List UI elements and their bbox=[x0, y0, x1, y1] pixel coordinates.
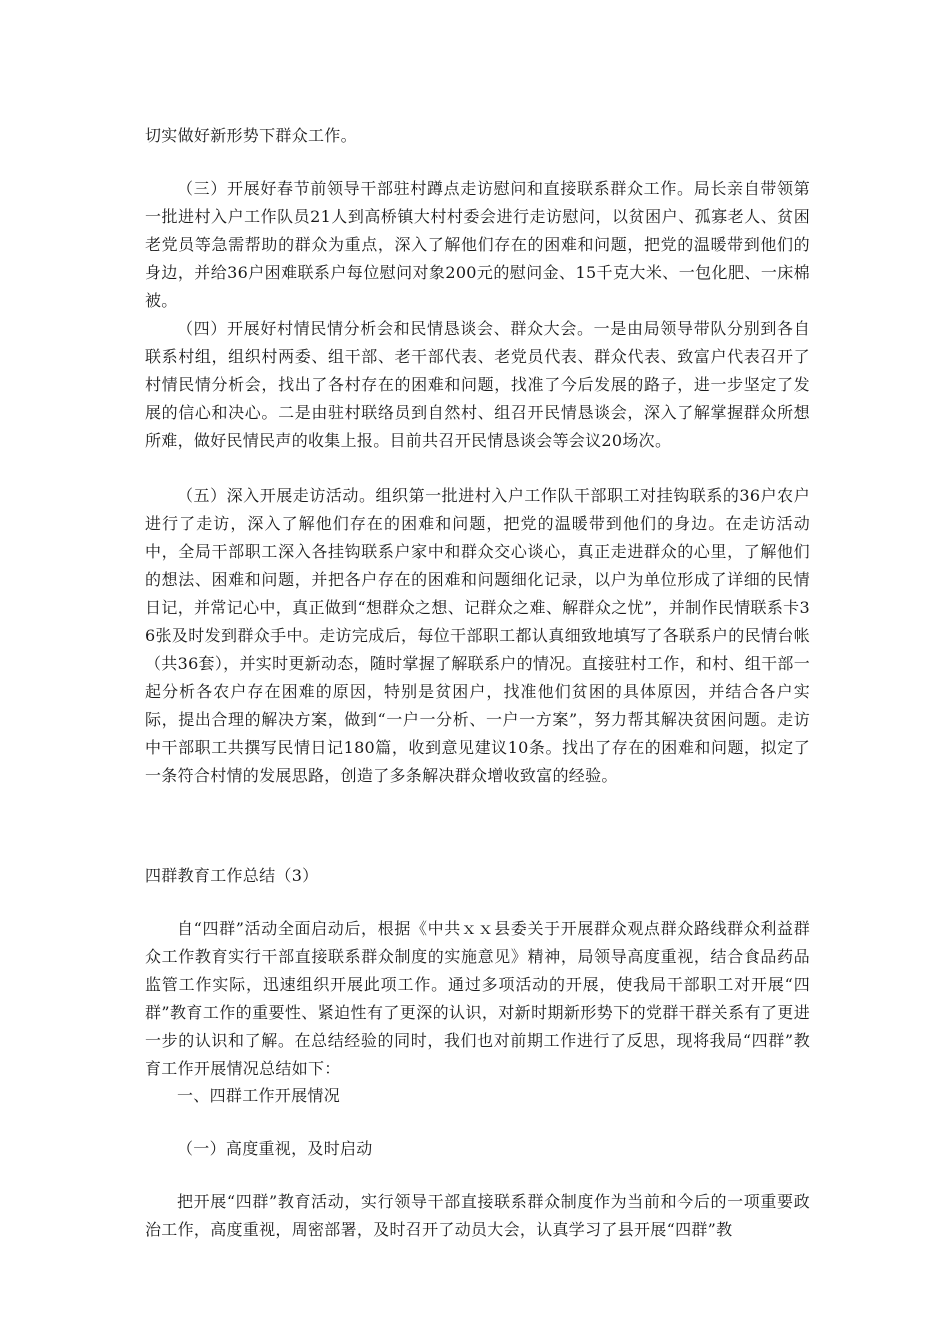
paragraph-intro: 自“四群”活动全面启动后，根据《中共ｘｘ县委关于开展群众观点群众路线群众利益群众工作教育实行干部直接联系群众制度的实施意见》精神，局领导高度重视，结合食品药品监管工作实际，迅速组织开展此项工作。通过多项活动的开展，使我局干部职工对开展“四群”教育工作的重要性、紧迫性有了更深的认识，对新时期新形势下的党群干群关系有了更进一步的认识和了解。在总结经验的同时，我们也对前期工作进行了反思，现将我局“四群”教育工作开展情况总结如下： bbox=[145, 919, 810, 1078]
paragraph-closing-line: 切实做好新形势下群众工作。 bbox=[145, 126, 357, 145]
document-subtitle: 四群教育工作总结（3） bbox=[145, 866, 319, 885]
paragraph-section-four: （四）开展好村情民情分析会和民情恳谈会、群众大会。一是由局领导带队分别到各自联系村组，组织村两委、组干部、老干部代表、老党员代表、群众代表、致富户代表召开了村情民情分析会，找出了各村存在的困难和问题，找准了今后发展的路子，进一步坚定了发展的信心和决心。二是由驻村联络员到自然村、组召开民情恳谈会，深入了解掌握群众所想所难，做好民情民声的收集上报。目前共召开民情恳谈会等会议20场次。 bbox=[145, 319, 810, 450]
subsection-heading-one: （一）高度重视，及时启动 bbox=[177, 1139, 373, 1158]
paragraph-body-last: 把开展“四群”教育活动，实行领导干部直接联系群众制度作为当前和今后的一项重要政治工作，高度重视，周密部署，及时召开了动员大会，认真学习了县开展“四群”教 bbox=[145, 1192, 810, 1239]
section-heading-one: 一、四群工作开展情况 bbox=[177, 1086, 341, 1105]
paragraph-section-five: （五）深入开展走访活动。组织第一批进村入户工作队干部职工对挂钩联系的36户农户进行了走访，深入了解他们存在的困难和问题，把党的温暖带到他们的身边。在走访活动中，全局干部职工深入各挂钩联系户家中和群众交心谈心，真正走进群众的心里，了解他们的想法、困难和问题，并把各户存在的困难和问题细化记录，以户为单位形成了详细的民情日记，并常记心中，真正做到“想群众之想、记群众之难、解群众之忧”，并制作民情联系卡36张及时发到群众手中。走访完成后，每位干部职工都认真细致地填写了各联系户的民情台帐（共36套），并实时更新动态，随时掌握了解联系户的情况。直接驻村工作，和村、组干部一起分析各农户存在困难的原因，特别是贫困户，找准他们贫困的具体原因，并结合各户实际，提出合理的解决方案，做到“一户一分析、一户一方案”，努力帮其解决贫困问题。走访中干部职工共撰写民情日记180篇，收到意见建议10条。找出了存在的困难和问题，拟定了一条符合村情的发展思路，创造了多条解决群众增收致富的经验。 bbox=[145, 486, 810, 785]
paragraph-section-three: （三）开展好春节前领导干部驻村蹲点走访慰问和直接联系群众工作。局长亲自带领第一批进村入户工作队员21人到高桥镇大村村委会进行走访慰问，以贫困户、孤寡老人、贫困老党员等急需帮助的群众为重点，深入了解他们存在的困难和问题，把党的温暖带到他们的身边，并给36户困难联系户每位慰问对象200元的慰问金、15千克大米、一包化肥、一床棉被。 bbox=[145, 179, 810, 310]
